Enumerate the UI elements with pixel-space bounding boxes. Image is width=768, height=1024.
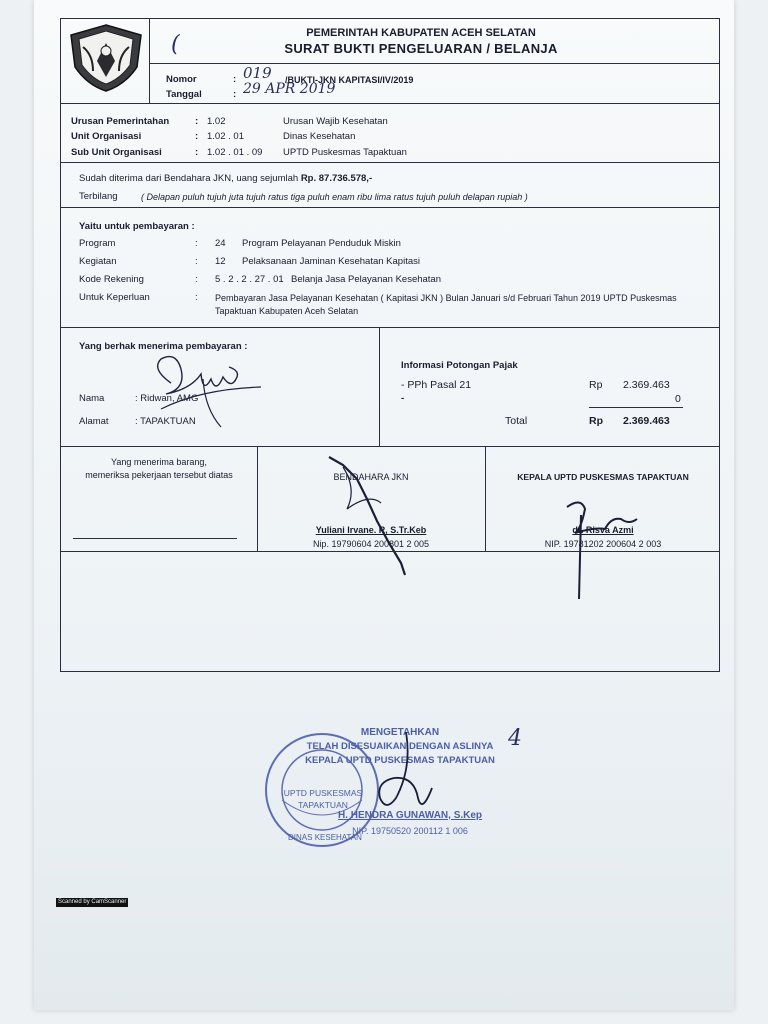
org-name: Urusan Wajib Kesehatan [283,116,388,127]
org-code: 1.02 [207,116,226,127]
pph-label: - PPh Pasal 21 [401,379,472,391]
terbilang-label: Terbilang [79,191,118,202]
tanggal-label: Tanggal [166,89,202,100]
org-label: Unit Organisasi [71,131,142,142]
payment-sep: : [195,256,198,267]
alamat-label: Alamat [79,416,109,427]
payment-code: 24 [215,238,226,249]
nama-label: Nama [79,393,105,404]
document-title: SURAT BUKTI PENGELUARAN / BELANJA [284,41,558,56]
receipt-text: Sudah diterima dari Bendahara JKN, uang sejumlah [79,173,299,184]
tax-heading: Informasi Potongan Pajak [401,360,518,371]
terbilang-text: ( Delapan puluh tujuh juta tujuh ratus tiga puluh enam ribu lima ratus tujuh puluh delapan rupiah ) [141,192,528,202]
payment-label: Kode Rekening [79,274,144,285]
nomor-label: Nomor [166,74,197,85]
payment-label: Program [79,238,116,249]
bendahara-nip: Nip. 19790604 200801 2 005 [312,539,430,549]
org-code: 1.02 . 01 [207,131,244,142]
nomor-colon: : [233,74,237,85]
total-currency: Rp [589,415,603,427]
handwritten-mark: ( [171,32,180,57]
legalization-name: H. HENDRA GUNAWAN, S.Kep [337,810,483,821]
tanggal-colon: : [233,89,237,100]
bendahara-signature-icon [317,449,427,579]
total-underline [589,407,683,408]
org-name: Dinas Kesehatan [283,131,356,142]
org-sep: : [195,116,199,127]
payment-desc: Belanja Jasa Pelayanan Kesehatan [291,274,442,285]
recipient-heading: Yang berhak menerima pembayaran : [79,341,248,352]
keperluan-label: Untuk Keperluan [79,292,150,303]
stamp-inner-line1: UPTD PUSKESMAS [283,788,363,798]
expenditure-receipt-form [60,18,720,672]
alamat-value: : TAPAKTUAN [135,416,196,427]
tax-zero: 0 [675,393,681,405]
pph-value: 2.369.463 [623,379,670,391]
receipt-amount: Rp. 87.736.578,- [300,173,373,184]
payment-heading: Yaitu untuk pembayaran : [79,221,195,232]
stamp-ring-text: DINAS KESEHATAN [288,833,362,842]
stamp-inner-line2: TAPAKTUAN [298,800,348,810]
org-sep: : [195,147,199,158]
org-sep: : [195,131,199,142]
payment-desc: Program Pelayanan Penduduk Miskin [242,238,401,249]
payment-sep: : [195,238,198,249]
receiver-sign-line [73,538,237,539]
bendahara-title: BENDAHARA JKN [333,472,409,482]
payment-sep: : [195,274,198,285]
total-value: 2.369.463 [623,415,670,427]
nomor-handwritten: 019 [243,64,272,82]
payment-desc: Pelaksanaan Jaminan Kesehatan Kapitasi [242,256,420,267]
legalization-line1: MENGETAHKAN [360,727,440,738]
nama-value: : Ridwan, AMG [135,393,199,404]
receipt-line [79,173,372,185]
receiver-line2: memeriksa pekerjaan tersebut diatas [85,470,233,480]
keperluan-line2: Tapaktuan Kabupaten Aceh Selatan [215,306,359,316]
legalization-line3: KEPALA UPTD PUSKESMAS TAPAKTUAN [305,755,495,766]
kepala-title: KEPALA UPTD PUSKESMAS TAPAKTUAN [517,472,689,482]
org-code: 1.02 . 01 . 09 [207,147,263,158]
payment-code: 12 [215,256,226,267]
legalization-hand-mark: 4 [508,726,522,751]
org-label: Urusan Pemerintahan [71,116,170,127]
payment-label: Kegiatan [79,256,117,267]
pph-currency: Rp [589,379,603,391]
keperluan-line1: Pembayaran Jasa Pelayanan Kesehatan ( Kapitasi JKN ) Bulan Januari s/d Februari Tahun 2019 UPTD Puskesmas [215,293,677,303]
kepala-nip: NIP. 19781202 200604 2 003 [544,539,662,549]
nomor-suffix: /BUKTI-JKN KAPITASI/IV/2019 [285,75,414,85]
org-name: UPTD Puskesmas Tapaktuan [283,147,407,158]
org-label: Sub Unit Organisasi [71,147,162,158]
tanggal-handwritten: 29 APR 2019 [243,81,336,97]
keperluan-sep: : [195,292,198,303]
receiver-line1: Yang menerima barang, [111,457,207,467]
government-heading: PEMERINTAH KABUPATEN ACEH SELATAN [306,27,536,39]
scanner-footer-code: Scanned by CamScanner [58,899,127,905]
tax-dash: - [401,393,405,404]
legalization-nip: NIP. 19750520 200112 1 006 [352,826,468,836]
kepala-name: dr. Risva Azmi [572,525,634,535]
bendahara-name: Yuliani Irvane. R, S.Tr.Keb [315,525,427,535]
total-label: Total [505,415,528,427]
aceh-selatan-emblem-icon [63,21,149,93]
payment-code: 5 . 2 . 2 . 27 . 01 [215,274,284,285]
legalization-line2: TELAH DISESUAIKAN DENGAN ASLINYA [306,741,494,752]
